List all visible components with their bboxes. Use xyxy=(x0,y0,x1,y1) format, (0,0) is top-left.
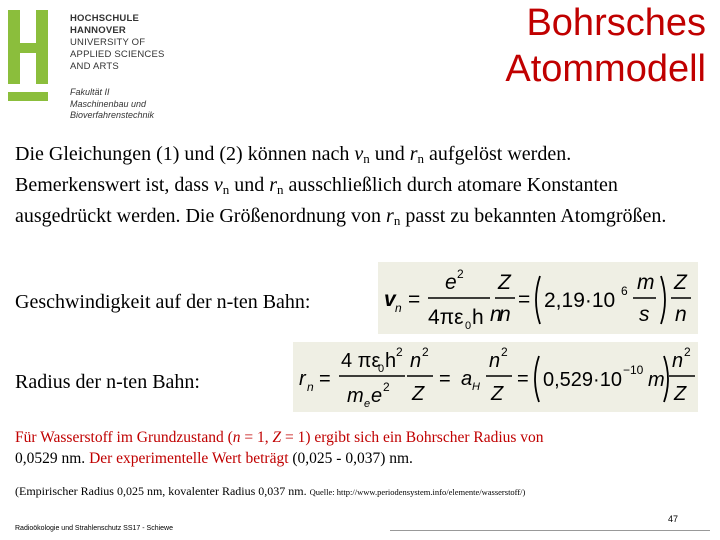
svg-text:n: n xyxy=(499,303,511,326)
svg-text:=: = xyxy=(517,368,529,390)
svg-text:n: n xyxy=(395,301,402,315)
svg-text:n: n xyxy=(307,380,314,394)
svg-text:0,529·10: 0,529·10 xyxy=(543,369,622,391)
svg-text:v: v xyxy=(384,288,396,311)
title-line-2: Atommodell xyxy=(505,48,706,90)
svg-text:H: H xyxy=(472,381,480,393)
hydrogen-statement: Für Wasserstoff im Grundzustand (n = 1, Z = 1) ergibt sich ein Bohrscher Radius von 0,0529 nm. Der experimentelle Wert beträgt (0,025 - 0,037) nm. xyxy=(15,429,544,467)
radius-label: Radius der n-ten Bahn: xyxy=(15,371,200,393)
svg-text:n: n xyxy=(672,350,684,372)
svg-text:m: m xyxy=(648,369,665,391)
svg-text:r: r xyxy=(299,368,306,390)
svg-text:e: e xyxy=(364,398,371,410)
logo-line: HOCHSCHULE xyxy=(70,13,140,24)
footer-divider xyxy=(390,530,710,531)
svg-text:2: 2 xyxy=(684,345,691,359)
svg-text:2: 2 xyxy=(501,345,508,359)
svg-text:s: s xyxy=(639,303,650,326)
svg-text:4 πε: 4 πε xyxy=(341,350,381,372)
svg-text:e: e xyxy=(445,271,457,294)
svg-text:Z: Z xyxy=(498,271,511,294)
radius-formula xyxy=(293,342,698,412)
svg-text:0: 0 xyxy=(465,320,472,332)
svg-text:a: a xyxy=(461,368,473,390)
svg-text:h: h xyxy=(472,306,484,329)
svg-text:6: 6 xyxy=(621,284,628,298)
svg-text:e: e xyxy=(371,385,383,407)
svg-text:=: = xyxy=(408,288,421,311)
svg-text:n: n xyxy=(410,350,422,372)
logo-line: AND ARTS xyxy=(70,61,119,72)
slide-title xyxy=(505,0,706,92)
svg-text:n: n xyxy=(675,303,687,326)
svg-text:−10: −10 xyxy=(623,363,644,377)
logo-text xyxy=(70,13,165,73)
svg-text:4πε: 4πε xyxy=(428,306,464,329)
svg-text:n: n xyxy=(490,303,502,326)
svg-text:2,19·10: 2,19·10 xyxy=(544,289,616,312)
logo-faculty xyxy=(70,87,154,122)
svg-text:=: = xyxy=(319,368,331,390)
svg-text:2: 2 xyxy=(383,380,390,394)
h-logo-icon xyxy=(8,10,62,102)
logo-faculty-line: Fakultät II xyxy=(70,87,110,97)
svg-text:2: 2 xyxy=(422,345,429,359)
source-link[interactable]: Quelle: http://www.periodensystem.info/elemente/wasserstoff/) xyxy=(309,487,526,497)
svg-text:Z: Z xyxy=(491,383,504,405)
svg-text:m: m xyxy=(637,271,655,294)
svg-text:0: 0 xyxy=(378,363,385,375)
svg-text:Z: Z xyxy=(674,271,687,294)
svg-text:=: = xyxy=(439,368,451,390)
page-number: 47 xyxy=(667,514,678,524)
logo-faculty-line: Bioverfahrenstechnik xyxy=(70,110,155,120)
logo-line: HANNOVER xyxy=(70,25,126,36)
svg-text:2: 2 xyxy=(457,267,464,281)
empirical-note: (Empirischer Radius 0,025 nm, kovalenter Radius 0,037 nm. Quelle: http://www.periodensystem.info/elemente/wasserstoff/) xyxy=(15,484,526,498)
svg-text:m: m xyxy=(347,385,364,407)
svg-text:h: h xyxy=(385,350,397,372)
logo-line: APPLIED SCIENCES xyxy=(70,49,165,60)
svg-text:=: = xyxy=(518,288,531,311)
svg-text:n: n xyxy=(489,350,501,372)
svg-text:Z: Z xyxy=(412,383,425,405)
title-line-1: Bohrsches xyxy=(526,2,706,44)
logo-line: UNIVERSITY OF xyxy=(70,37,146,48)
university-logo xyxy=(8,10,173,132)
svg-text:Z: Z xyxy=(674,383,687,405)
velocity-formula xyxy=(378,262,698,334)
velocity-label: Geschwindigkeit auf der n-ten Bahn: xyxy=(15,291,311,313)
svg-text:2: 2 xyxy=(396,345,403,359)
logo-faculty-line: Maschinenbau und xyxy=(70,98,147,109)
intro-paragraph: Die Gleichungen (1) und (2) können nach $v_n$ und $r_n$ aufgelöst werden. Bemerkenswert ist, dass $v_n$ und $r_n$ ausschließlich durch atomare Konstanten ausgedrückt werden. Die Größenordnung von $r_n$ passt zu bekannten Atomgrößen. xyxy=(15,143,667,228)
footer-text: Radioökologie und Strahlenschutz SS17 - Schiewe xyxy=(15,525,173,532)
